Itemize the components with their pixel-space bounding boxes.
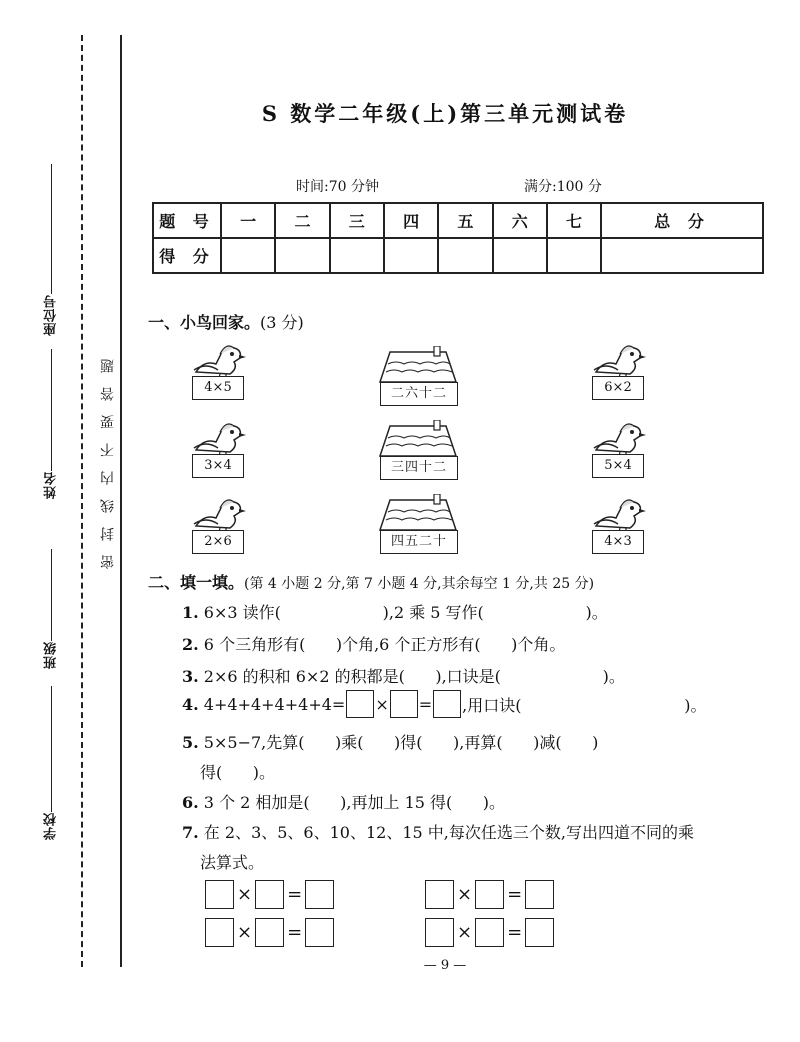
score-table-header-row — [153, 203, 763, 238]
times-sign: × — [237, 922, 253, 943]
answer-box[interactable] — [475, 918, 504, 947]
house-roof-icon — [376, 420, 460, 460]
question-number: 5. — [182, 733, 199, 752]
question-text-tail: ,用口诀( )。 — [462, 695, 707, 715]
school-field[interactable] — [38, 682, 64, 840]
equation-row[interactable] — [204, 918, 335, 947]
answer-box[interactable] — [390, 690, 418, 718]
seat-number-field[interactable] — [38, 160, 64, 336]
class-field[interactable] — [38, 545, 64, 669]
times-sign: × — [457, 922, 473, 943]
question-text: 法算式。 — [200, 853, 265, 872]
score-cell[interactable] — [384, 238, 438, 273]
section2-heading — [148, 570, 594, 593]
question-number: 6. — [182, 793, 199, 812]
house-sign: 二六十二 — [380, 382, 458, 406]
school-label: 学校 — [43, 812, 59, 840]
score-table — [152, 202, 764, 274]
house-roof-icon — [376, 346, 460, 386]
house[interactable] — [376, 494, 460, 560]
score-header-cell: 四 — [384, 203, 438, 238]
score-cell[interactable] — [275, 238, 329, 273]
question-text: 5×5−7,先算( )乘( )得( ),再算( )减( ) — [203, 733, 599, 752]
section2-points: (第 4 小题 2 分,第 7 小题 4 分,其余每空 1 分,共 25 分) — [244, 576, 595, 592]
score-header-cell: 题 号 — [153, 203, 221, 238]
bird-card[interactable] — [590, 342, 650, 406]
answer-box[interactable] — [475, 880, 504, 909]
seat-number-label: 座位号 — [43, 294, 59, 336]
bird-expression: 4×5 — [192, 376, 244, 400]
score-row-label: 得 分 — [153, 238, 221, 273]
question-6[interactable] — [182, 790, 505, 813]
house-sign: 三四十二 — [380, 456, 458, 480]
equals-sign: = — [507, 884, 523, 905]
bird-expression: 3×4 — [192, 454, 244, 478]
score-header-cell: 六 — [493, 203, 547, 238]
question-3[interactable] — [182, 664, 625, 687]
question-text: 得( )。 — [200, 763, 276, 782]
question-number: 7. — [182, 823, 199, 842]
seal-warning-text: 密封线内不要答题 — [100, 345, 116, 569]
bird-expression: 6×2 — [592, 376, 644, 400]
times-sign: × — [375, 694, 389, 714]
question-number: 3. — [182, 667, 199, 686]
question-text: 6×3 读作( ),2 乘 5 写作( )。 — [203, 603, 608, 622]
question-text: 3 个 2 相加是( ),再加上 15 得( )。 — [203, 793, 506, 812]
equation-row[interactable] — [204, 880, 335, 909]
page-number: — 9 — — [423, 958, 467, 973]
bird-expression: 4×3 — [592, 530, 644, 554]
answer-box[interactable] — [255, 918, 284, 947]
score-cell[interactable] — [330, 238, 384, 273]
bird-card[interactable] — [190, 420, 250, 484]
answer-box[interactable] — [305, 918, 334, 947]
full-score: 满分:100 分 — [524, 179, 602, 195]
answer-box[interactable] — [205, 918, 234, 947]
score-header-cell: 五 — [438, 203, 492, 238]
answer-box[interactable] — [255, 880, 284, 909]
score-header-cell: 二 — [275, 203, 329, 238]
answer-box[interactable] — [305, 880, 334, 909]
solid-binding-line — [120, 35, 122, 967]
house[interactable] — [376, 346, 460, 412]
house-sign: 四五二十 — [380, 530, 458, 554]
bird-card[interactable] — [190, 496, 250, 560]
answer-box[interactable] — [425, 880, 454, 909]
time-limit: 时间:70 分钟 — [296, 179, 379, 195]
house[interactable] — [376, 420, 460, 486]
score-cell[interactable] — [493, 238, 547, 273]
score-cell[interactable] — [547, 238, 601, 273]
answer-box[interactable] — [205, 880, 234, 909]
page-title: S 数学二年级(上)第三单元测试卷 — [261, 101, 629, 126]
score-cell[interactable] — [601, 238, 763, 273]
name-field[interactable] — [38, 345, 64, 499]
equals-sign: = — [418, 694, 433, 714]
name-label: 姓名 — [43, 471, 59, 499]
score-cell[interactable] — [221, 238, 275, 273]
times-sign: × — [237, 884, 253, 905]
question-text: 4+4+4+4+4+4= — [203, 694, 346, 714]
bird-expression: 2×6 — [192, 530, 244, 554]
question-number: 2. — [182, 635, 199, 654]
question-7 — [182, 820, 694, 843]
bird-card[interactable] — [590, 420, 650, 484]
equals-sign: = — [507, 922, 523, 943]
bird-card[interactable] — [190, 342, 250, 406]
question-number: 4. — [182, 694, 199, 714]
equals-sign: = — [287, 922, 303, 943]
answer-box[interactable] — [525, 880, 554, 909]
equals-sign: = — [287, 884, 303, 905]
answer-box[interactable] — [425, 918, 454, 947]
question-number: 1. — [182, 603, 199, 622]
question-text: 2×6 的积和 6×2 的积都是( ),口诀是( )。 — [203, 667, 625, 686]
score-cell[interactable] — [438, 238, 492, 273]
question-5[interactable] — [182, 730, 598, 753]
score-header-cell: 三 — [330, 203, 384, 238]
bird-card[interactable] — [590, 496, 650, 560]
times-sign: × — [457, 884, 473, 905]
score-header-cell: 一 — [221, 203, 275, 238]
equation-row[interactable] — [424, 918, 555, 947]
question-text: 6 个三角形有( )个角,6 个正方形有( )个角。 — [203, 635, 566, 654]
score-header-cell: 七 — [547, 203, 601, 238]
question-5-line2[interactable] — [200, 760, 275, 783]
question-text: 在 2、3、5、6、10、12、15 中,每次任选三个数,写出四道不同的乘 — [203, 823, 694, 842]
question-2[interactable] — [182, 632, 565, 655]
question-4[interactable] — [182, 690, 706, 718]
dashed-binding-line — [81, 35, 83, 967]
section2-title: 二、填一填。 — [148, 573, 245, 592]
question-7-line2 — [200, 850, 264, 873]
question-1[interactable] — [182, 600, 608, 623]
answer-box[interactable] — [346, 690, 374, 718]
answer-box[interactable] — [525, 918, 554, 947]
section1-heading — [148, 310, 304, 333]
answer-box[interactable] — [433, 690, 461, 718]
section1-title: 一、小鸟回家。 — [148, 313, 261, 332]
score-table-score-row — [153, 238, 763, 273]
house-roof-icon — [376, 494, 460, 534]
bird-expression: 5×4 — [592, 454, 644, 478]
equation-row[interactable] — [424, 880, 555, 909]
score-header-cell: 总 分 — [601, 203, 763, 238]
section1-points: (3 分) — [260, 313, 304, 332]
class-label: 班级 — [43, 641, 59, 669]
